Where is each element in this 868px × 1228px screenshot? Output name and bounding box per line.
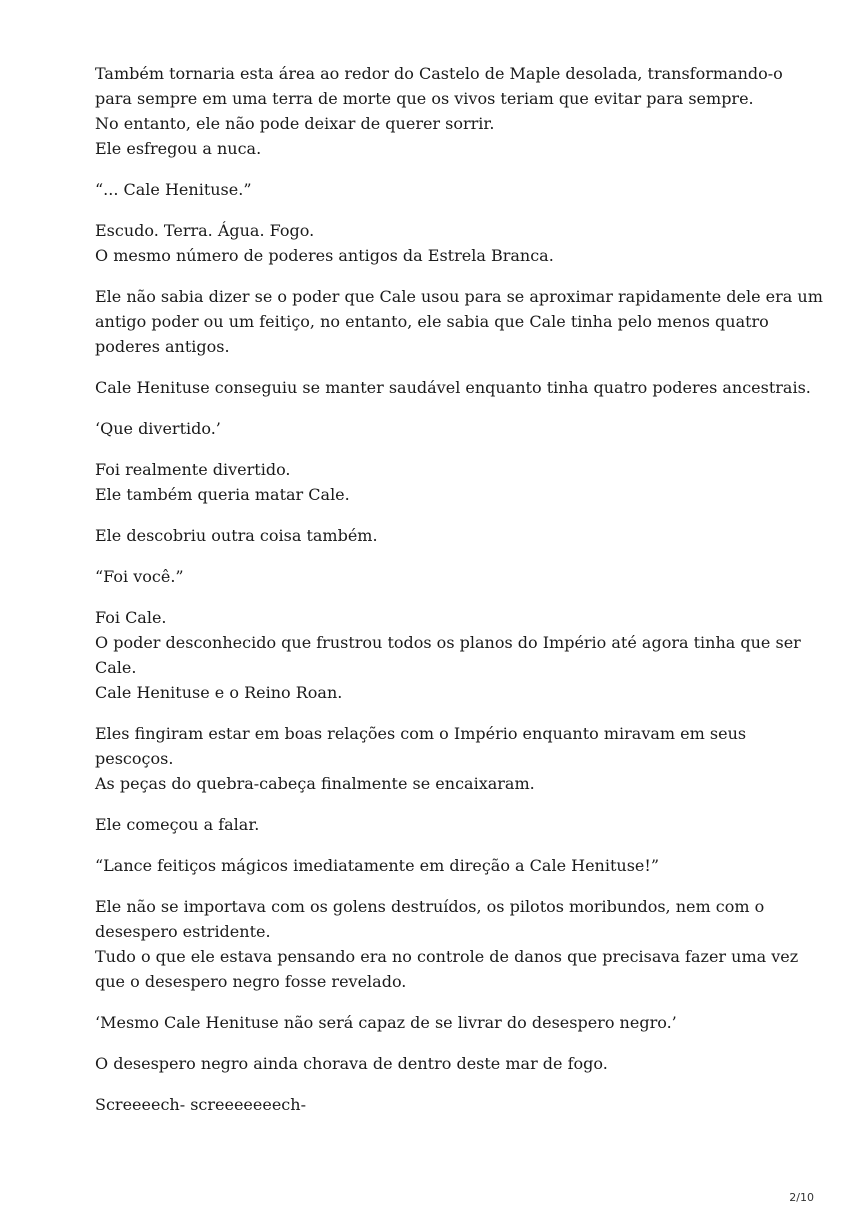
text-line: Eles fingiram estar em boas relações com o Império enquanto miravam em seus [95, 724, 747, 743]
paragraph [95, 564, 795, 589]
text-line: Cale Henituse e o Reino Roan. [95, 683, 343, 702]
text-line: Ele também queria matar Cale. [95, 485, 350, 504]
paragraph [95, 1051, 795, 1076]
text-line: ‘Mesmo Cale Henituse não será capaz de se livrar do desespero negro.’ [95, 1013, 677, 1032]
text-line: Ele não se importava com os golens destruídos, os pilotos moribundos, nem com o [95, 897, 765, 916]
text-line: O mesmo número de poderes antigos da Estrela Branca. [95, 246, 554, 265]
text-line: Escudo. Terra. Água. Fogo. [95, 221, 315, 240]
paragraph [95, 416, 795, 441]
document-body [95, 61, 823, 1133]
text-line: que o desespero negro fosse revelado. [95, 972, 407, 991]
text-line: No entanto, ele não pode deixar de querer sorrir. [95, 114, 495, 133]
paragraph [95, 1092, 795, 1117]
text-line: poderes antigos. [95, 337, 230, 356]
text-line: “Lance feitiços mágicos imediatamente em direção a Cale Henituse!” [95, 856, 659, 875]
text-line: antigo poder ou um feitiço, no entanto, ele sabia que Cale tinha pelo menos quatro [95, 312, 769, 331]
paragraph [95, 284, 823, 359]
text-line: Ele não sabia dizer se o poder que Cale usou para se aproximar rapidamente dele era um [95, 287, 823, 306]
paragraph [95, 721, 795, 796]
paragraph [95, 218, 795, 268]
text-line: Ele esfregou a nuca. [95, 139, 262, 158]
text-line: Screeeech- screeeeeeech- [95, 1095, 306, 1114]
paragraph [95, 177, 795, 202]
text-line: O poder desconhecido que frustrou todos os planos do Império até agora tinha que ser [95, 633, 801, 652]
text-line: desespero estridente. [95, 922, 271, 941]
text-line: pescoços. [95, 749, 174, 768]
text-line: “Foi você.” [95, 567, 184, 586]
paragraph [95, 853, 795, 878]
text-line: “... Cale Henituse.” [95, 180, 252, 199]
paragraph [95, 812, 795, 837]
page-number: 2/10 [789, 1191, 814, 1204]
paragraph [95, 605, 801, 705]
paragraph [95, 523, 795, 548]
text-line: O desespero negro ainda chorava de dentro deste mar de fogo. [95, 1054, 608, 1073]
text-line: Também tornaria esta área ao redor do Castelo de Maple desolada, transformando-o [95, 64, 783, 83]
text-line: Ele descobriu outra coisa também. [95, 526, 378, 545]
text-line: Ele começou a falar. [95, 815, 260, 834]
text-line: As peças do quebra-cabeça finalmente se encaixaram. [95, 774, 535, 793]
paragraph [95, 61, 795, 161]
text-line: Tudo o que ele estava pensando era no controle de danos que precisava fazer uma vez [95, 947, 799, 966]
text-line: Foi realmente divertido. [95, 460, 291, 479]
paragraph [95, 375, 811, 400]
paragraph [95, 894, 799, 994]
text-line: Cale. [95, 658, 137, 677]
text-line: Foi Cale. [95, 608, 167, 627]
text-line: ‘Que divertido.’ [95, 419, 221, 438]
text-line: Cale Henituse conseguiu se manter saudável enquanto tinha quatro poderes ancestrais. [95, 378, 811, 397]
text-line: para sempre em uma terra de morte que os vivos teriam que evitar para sempre. [95, 89, 754, 108]
paragraph [95, 457, 795, 507]
paragraph [95, 1010, 795, 1035]
